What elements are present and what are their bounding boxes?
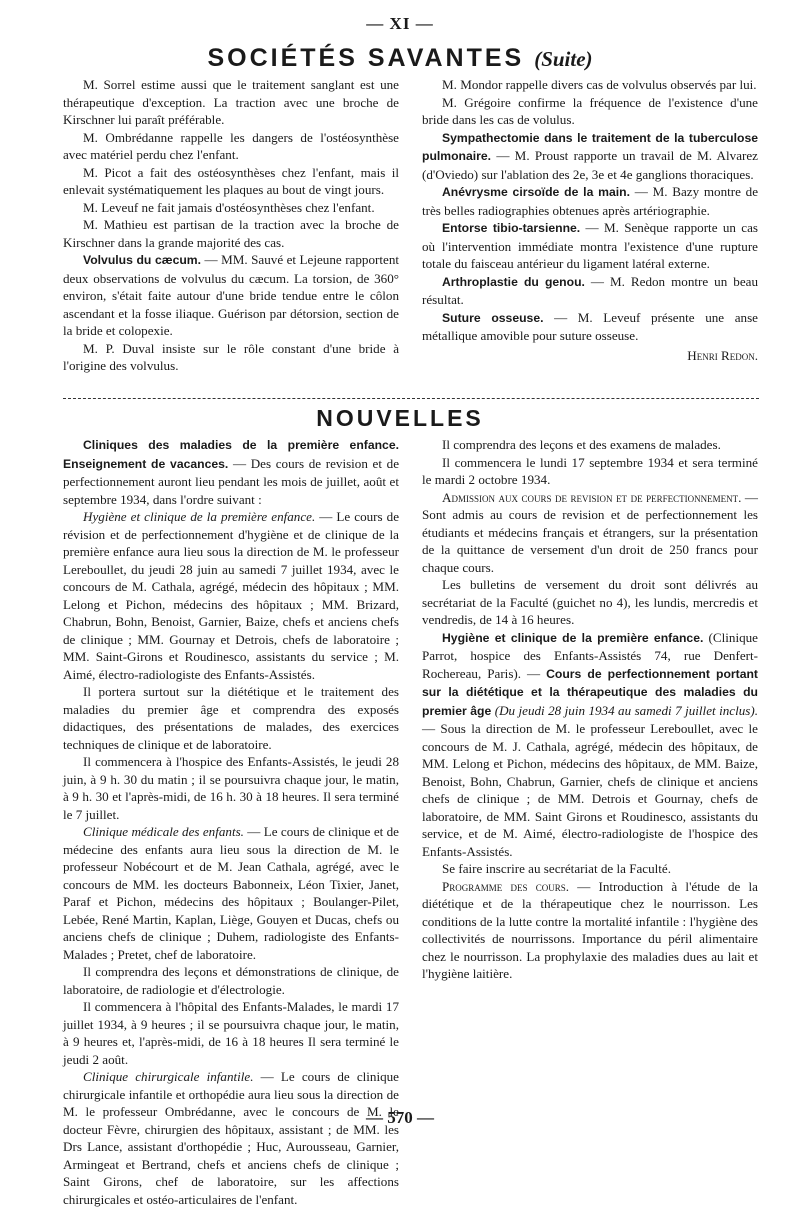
paragraph: Il commencera le lundi 17 septembre 1934 et sera terminé le mardi 2 octobre 1934. — [422, 454, 758, 487]
paragraph-text: — M. Redon montre un beau résultat. — [422, 273, 758, 307]
paragraph-volvulus — [63, 251, 399, 340]
roman-page-number: — XI — — [366, 14, 434, 33]
paragraph: Il portera surtout sur la diététique et le traitement des maladies du premier âge et comprendra des exposés didactiques, des présentations de malades, des exercices techniques de clinique et de laboratoire. — [63, 684, 399, 752]
paragraph: M. Picot a fait des ostéosynthèses chez l'enfant, mais il enlevait systématiquement les plaques au bout de vingt jours. — [63, 164, 399, 197]
paragraph: Il comprendra des leçons et démonstrations de clinique, de laboratoire, de radiologie et d'électrologie. — [63, 964, 399, 997]
nouvelles-left-column — [63, 436, 399, 1208]
societes-left-column — [63, 76, 399, 375]
paragraph-text: — M. Proust rapporte un travail de M. Alvarez (d'Oviedo) sur l'ablation des 2e, 3e et 4e ganglions thoraciques. — [422, 148, 758, 182]
paragraph-text: — Des cours de revision et de perfectionnement auront lieu pendant les mois de juillet, août et septembre 1934, dans l'ordre suivant : — [63, 455, 399, 507]
societes-right-column — [422, 76, 758, 364]
paragraph: Il commencera à l'hôpital des Enfants-Malades, le mardi 17 juillet 1934, à 9 heures ; il se poursuivra chaque jour, le matin, à 9 heures et, l'après-midi, de 16 à 18 heures Il sera terminé le jeudi 2 août. — [63, 999, 399, 1067]
paragraph-programme — [422, 878, 758, 983]
paragraph-entorse — [422, 219, 758, 273]
paragraph: M. Ombrédanne rappelle les dangers de l'ostéosynthèse avec matériel perdu chez l'enfant. — [63, 129, 399, 162]
paragraph: M. Sorrel estime aussi que le traitement sanglant est une thérapeutique d'exception. La traction avec une broche de Kirschner lui paraît préférable. — [63, 77, 399, 127]
subheading: Entorse tibio-tarsienne. — [442, 221, 581, 235]
small-caps-label: Admission aux cours de revision et de perfectionnement. — [442, 489, 742, 505]
paragraph-hygiene — [63, 508, 399, 683]
paragraph-chirurgicale — [63, 1068, 399, 1208]
italic-label: Clinique médicale des enfants. — [83, 824, 244, 839]
paragraph-text: — Le cours de révision et de perfectionnement d'hygiène et de clinique de la première enfance aura lieu sous la direction de M. le professeur Lereboullet, du jeudi 28 juin au samedi 7 juillet 1934, avec le concours de M. Cathala, agrégé, médecin des hôpitaux ; MM. Lelong et Pichon, médecins des hôpitaux ; MM. Brizard, Chabrun, Bohn, Benoist, Garnier, Baize, chefs et anciens chefs de clinique ; MM. Gournay et Detrois, chefs de laboratoire ; MM. Saint-Girons et Roudinesco, assistants du service ; M. Aimé, électro-radiologiste des Enfants-Assistés. — [63, 509, 400, 682]
paragraph: Les bulletins de versement du droit sont délivrés au secrétariat de la Faculté (guichet no 4), les lundis, mercredis et vendredis, de 14 à 16 heures. — [422, 577, 758, 627]
italic-label: Hygiène et clinique de la première enfance. — [83, 509, 316, 524]
paragraph-text: — Le cours de clinique chirurgicale infantile et orthopédie aura lieu sous la direction de M. le professeur Ombrédanne, avec le concours de M. le docteur Fèvre, chirurgien des hôpitaux, assistant ; de MM. les Drs Lance, assistant d'orthopédie ; Huc, Aurousseau, Garnier, Armingeat et Bertrand, chefs et anciens chefs de clinique ; Saint Girons, chef de laboratoire, sur les affections chirurgicales et ostéo-articulaires de l'enfant. — [63, 1069, 399, 1207]
italic-dates: (Du jeudi 28 juin 1934 au samedi 7 juillet inclus). — [494, 702, 758, 718]
subheading: Sympathectomie dans le traitement de la tuberculose pulmonaire. — [422, 130, 758, 163]
section-divider — [63, 398, 759, 399]
nouvelles-right-column — [422, 436, 758, 983]
page-number: — 570 — — [366, 1108, 434, 1127]
section-title-text: SOCIÉTÉS SAVANTES — [207, 44, 525, 72]
section-title-suffix: (Suite) — [534, 47, 593, 71]
paragraph-text: — M. Leveuf présente une anse métallique amovible pour suture osseuse. — [422, 309, 758, 343]
paragraph-admission — [422, 489, 758, 577]
paragraph-text: (Clinique Parrot, hospice des Enfants-Assistés 74, rue Denfert-Rochereau, Paris). — — [422, 629, 758, 681]
paragraph-text: — M. Senèque rapporte un cas où l'intervention immédiate montra l'existence d'une rupture totale du faisceau antérieur du ligament latéral externe. — [422, 220, 758, 271]
paragraph-hygiene-parrot — [422, 629, 758, 861]
italic-label: Clinique chirurgicale infantile. — [83, 1069, 254, 1084]
subheading: Cours de perfectionnement portant sur la diététique et la thérapeutique des maladies du premier âge — [422, 666, 758, 718]
subheading: Suture osseuse. — [442, 310, 544, 325]
paragraph: Se faire inscrire au secrétariat de la Faculté. — [442, 861, 672, 876]
paragraph-suture — [422, 309, 758, 345]
paragraph: M. Grégoire confirme la fréquence de l'existence d'une bride dans les cas de volulus. — [422, 94, 758, 127]
paragraph-anevrysme — [422, 183, 758, 219]
paragraph-text: — Introduction à l'étude de la diététique et de la thérapeutique chez le nourrisson. Les conditions de la lutte contre la mortalité infantile : l'hygiène des collectivités de nourrissons. Importance du péril alimentaire chez le nourrisson. La prophylaxie des maladies dues au lait et l'hygiène laitière. — [422, 878, 758, 981]
paragraph-sympathectomie — [422, 129, 758, 184]
paragraph: M. Mondor rappelle divers cas de volvulus observés par lui. — [442, 77, 757, 92]
subheading: Volvulus du cæcum. — [83, 253, 202, 267]
paragraph-text: — M. Bazy montre de très belles radiographies obtenues après artériographie. — [422, 184, 759, 218]
paragraph-medicale — [63, 823, 399, 963]
paragraph-text: — Sont admis au cours de revision et de perfectionnement les étudiants et médecins français et étrangers, sur la présentation de la quittance de versement d'un droit de 250 francs pour chaque cours. — [422, 489, 758, 575]
paragraph-text: — MM. Sauvé et Lejeune rapportent deux observations de volvulus du cæcum. La torsion, de 360° environ, s'était faite autour d'une bride tendue entre le côlon ascendant et la fosse iliaque. Guérison par détorsion, section de la bride et colopexie. — [63, 252, 399, 338]
paragraph: M. Leveuf ne fait jamais d'ostéosynthèses chez l'enfant. — [83, 199, 375, 215]
paragraph-text: — Le cours de clinique et de médecine des enfants aura lieu sous la direction de M. le professeur Nobécourt et de M. Jean Cathala, agrégé, avec le concours de MM. les docteurs Babonneix, Léon Tixier, Janet, Paraf et Pichon, médecins des hôpitaux ; Boulanger-Pilet, Lebée, René Martin, Kaplan, Liège, Gouyen et Ducas, chefs ou anciens chefs de clinique ; Duhem, radiologiste des Enfants-Malades ; Pretet, chef de laboratoire. — [63, 824, 399, 962]
paragraph: Il commencera à l'hospice des Enfants-Assistés, le jeudi 28 juin, à 9 h. 30 du matin ; il se poursuivra chaque jour, le matin, à 9 h. 30 et l'après-midi, de 16 h. 30 à 18 heures. Il sera terminé le 7 juillet. — [63, 754, 399, 822]
subheading: Anévrysme cirsoïde de la main. — [442, 185, 631, 199]
paragraph-text: — Sous la direction de M. le professeur Lereboullet, avec le concours de M. J. Cathala, agrégé, médecin des hôpitaux, de MM. Lelong et Pichon, médecins des hôpitaux, de MM. Baize, Benoist, Bohn, Chabrun, Garnier, chefs de clinique et anciens chefs de clinique ; de MM. Detrois et Gournay, chefs de laboratoire, de MM. Saint Girons et Roudinesco, assistants du service, et de M. Aimé, électro-radiologiste de l'hospice des Enfants-Assistés. — [422, 721, 758, 859]
paragraph: M. P. Duval insiste sur le rôle constant d'une bride à l'origine des volvulus. — [63, 340, 399, 373]
subheading: Hygiène et clinique de la première enfance. — [442, 630, 704, 645]
paragraph: M. Mathieu est partisan de la traction avec la broche de Kirschner dans la grande majorité des cas. — [63, 217, 399, 250]
section-title-societes — [0, 44, 800, 73]
author-signature: Henri Redon. — [687, 347, 758, 363]
small-caps-label: Programme des cours. — [442, 878, 569, 894]
paragraph-arthroplastie — [422, 273, 758, 309]
subheading: Arthroplastie du genou. — [442, 274, 585, 289]
paragraph: Il comprendra des leçons et des examens de malades. — [442, 437, 721, 452]
section-title-nouvelles: NOUVELLES — [316, 405, 484, 431]
paragraph-cliniques — [63, 436, 399, 508]
subheading: Cliniques des maladies de la première enfance. Enseignement de vacances. — [63, 438, 399, 471]
